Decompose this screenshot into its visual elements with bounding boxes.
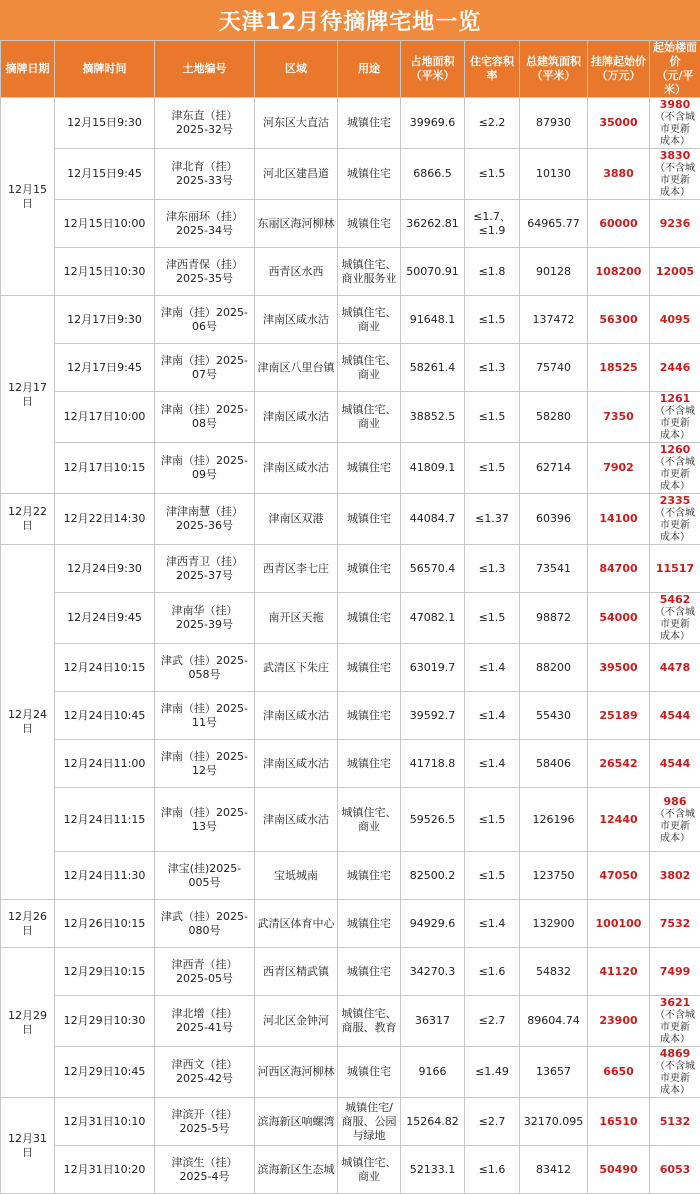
cell-land-area: 82500.2: [401, 852, 465, 900]
cell-time: 12月15日9:30: [55, 98, 155, 149]
unit-price-value: 4095: [660, 313, 691, 326]
cell-time: 12月24日11:30: [55, 852, 155, 900]
cell-land-area: 6866.5: [401, 149, 465, 200]
cell-start-price: 47050: [588, 852, 650, 900]
header-land-area: 占地面积 （平米）: [401, 41, 465, 98]
cell-land-code: 津宝(挂)2025- 005号: [155, 852, 255, 900]
cell-start-price: 108200: [588, 248, 650, 296]
cell-start-price: 23900: [588, 996, 650, 1047]
cell-land-code: 津津南慧（挂） 2025-36号: [155, 494, 255, 545]
cell-district: 滨海新区生态城: [255, 1146, 338, 1194]
cell-unit-price: [650, 1098, 700, 1146]
cell-far: ≤1.8: [465, 248, 520, 296]
table-row: [1, 996, 700, 1047]
cell-use: 城镇住宅、 商业: [338, 1146, 401, 1194]
cell-district: 武清区体育中心: [255, 900, 338, 948]
cell-far: ≤1.5: [465, 149, 520, 200]
table-row: [1, 740, 700, 788]
cell-land-area: 52133.1: [401, 1146, 465, 1194]
cell-land-code: 津西青（挂） 2025-05号: [155, 948, 255, 996]
table-row: [1, 443, 700, 494]
cell-land-code: 津东直（挂） 2025-32号: [155, 98, 255, 149]
header-use: 用途: [338, 41, 401, 98]
cell-land-area: 50070.91: [401, 248, 465, 296]
cell-land-code: 津南（挂）2025- 08号: [155, 392, 255, 443]
cell-land-code: 津南（挂）2025- 11号: [155, 692, 255, 740]
unit-price-value: 7499: [660, 965, 691, 978]
cell-gfa: 137472: [520, 296, 588, 344]
cell-use: 城镇住宅: [338, 740, 401, 788]
cell-gfa: 88200: [520, 644, 588, 692]
cell-land-area: 15264.82: [401, 1098, 465, 1146]
table-row: [1, 593, 700, 644]
cell-use: 城镇住宅: [338, 200, 401, 248]
cell-far: ≤2.2: [465, 98, 520, 149]
cell-start-price: 14100: [588, 494, 650, 545]
cell-gfa: 54832: [520, 948, 588, 996]
table-row: [1, 98, 700, 149]
cell-far: ≤1.5: [465, 852, 520, 900]
unit-price-note: （不含城市更新 成本）: [652, 1061, 698, 1097]
cell-time: 12月17日10:15: [55, 443, 155, 494]
cell-use: 城镇住宅: [338, 1047, 401, 1098]
cell-gfa: 87930: [520, 98, 588, 149]
cell-gfa: 55430: [520, 692, 588, 740]
cell-date: 12月15日: [1, 98, 55, 296]
cell-far: ≤1.3: [465, 344, 520, 392]
cell-start-price: 7902: [588, 443, 650, 494]
header-price: 挂牌起始价 （万元）: [588, 41, 650, 98]
cell-unit-price: [650, 344, 700, 392]
cell-unit-price: [650, 852, 700, 900]
cell-time: 12月24日9:45: [55, 593, 155, 644]
unit-price-value: 3980: [660, 98, 691, 111]
table-row: [1, 344, 700, 392]
cell-land-area: 47082.1: [401, 593, 465, 644]
table-row: [1, 788, 700, 852]
cell-gfa: 89604.74: [520, 996, 588, 1047]
unit-price-note: （不含城市更新 成本）: [652, 1010, 698, 1046]
cell-unit-price: [650, 200, 700, 248]
table-row: [1, 545, 700, 593]
cell-start-price: 35000: [588, 98, 650, 149]
cell-land-code: 津武（挂）2025- 080号: [155, 900, 255, 948]
cell-time: 12月24日9:30: [55, 545, 155, 593]
table-row: [1, 692, 700, 740]
cell-far: ≤1.7、 ≤1.9: [465, 200, 520, 248]
cell-gfa: 10130: [520, 149, 588, 200]
cell-land-code: 津武（挂）2025- 058号: [155, 644, 255, 692]
cell-unit-price: [650, 98, 700, 149]
cell-district: 津南区咸水沽: [255, 392, 338, 443]
cell-time: 12月29日10:30: [55, 996, 155, 1047]
cell-time: 12月29日10:45: [55, 1047, 155, 1098]
header-time: 摘牌时间: [55, 41, 155, 98]
cell-start-price: 50490: [588, 1146, 650, 1194]
cell-unit-price: [650, 740, 700, 788]
cell-unit-price: [650, 948, 700, 996]
cell-use: 城镇住宅: [338, 593, 401, 644]
cell-land-area: 39969.6: [401, 98, 465, 149]
table-row: [1, 392, 700, 443]
cell-district: 河西区海河柳林: [255, 1047, 338, 1098]
cell-start-price: 54000: [588, 593, 650, 644]
cell-gfa: 98872: [520, 593, 588, 644]
cell-gfa: 90128: [520, 248, 588, 296]
cell-unit-price: [650, 149, 700, 200]
cell-land-area: 94929.6: [401, 900, 465, 948]
cell-use: 城镇住宅、 商业服务业: [338, 248, 401, 296]
cell-land-area: 36317: [401, 996, 465, 1047]
cell-gfa: 13657: [520, 1047, 588, 1098]
cell-district: 津南区咸水沽: [255, 692, 338, 740]
cell-land-code: 津西文（挂） 2025-42号: [155, 1047, 255, 1098]
cell-start-price: 100100: [588, 900, 650, 948]
cell-far: ≤1.5: [465, 593, 520, 644]
table-row: [1, 852, 700, 900]
cell-gfa: 132900: [520, 900, 588, 948]
cell-far: ≤1.5: [465, 788, 520, 852]
cell-district: 西青区精武镇: [255, 948, 338, 996]
unit-price-note: （不含城市更新 成本）: [652, 457, 698, 493]
cell-start-price: 56300: [588, 296, 650, 344]
cell-land-code: 津南（挂）2025- 09号: [155, 443, 255, 494]
table-row: [1, 948, 700, 996]
cell-gfa: 126196: [520, 788, 588, 852]
cell-district: 西青区李七庄: [255, 545, 338, 593]
cell-use: 城镇住宅: [338, 545, 401, 593]
cell-start-price: 12440: [588, 788, 650, 852]
cell-unit-price: [650, 392, 700, 443]
cell-time: 12月31日10:10: [55, 1098, 155, 1146]
cell-unit-price: [650, 788, 700, 852]
cell-use: 城镇住宅: [338, 443, 401, 494]
cell-land-code: 津北育（挂） 2025-33号: [155, 149, 255, 200]
unit-price-value: 4478: [660, 661, 691, 674]
cell-date: 12月22日: [1, 494, 55, 545]
cell-land-code: 津滨开（挂） 2025-5号: [155, 1098, 255, 1146]
unit-price-value: 4544: [660, 757, 691, 770]
header-code: 土地编号: [155, 41, 255, 98]
cell-date: 12月26日: [1, 900, 55, 948]
cell-unit-price: [650, 1047, 700, 1098]
cell-land-code: 津北增（挂） 2025-41号: [155, 996, 255, 1047]
cell-land-area: 56570.4: [401, 545, 465, 593]
cell-unit-price: [650, 593, 700, 644]
table-row: [1, 149, 700, 200]
unit-price-note: （不含城市更新 成本）: [652, 406, 698, 442]
cell-land-code: 津滨生（挂） 2025-4号: [155, 1146, 255, 1194]
unit-price-note: （不含城市更新 成本）: [652, 508, 698, 544]
unit-price-value: 1260: [660, 443, 691, 456]
unit-price-note: （不含城市更新 成本）: [652, 809, 698, 845]
cell-time: 12月17日9:30: [55, 296, 155, 344]
cell-land-area: 39592.7: [401, 692, 465, 740]
cell-land-code: 津南（挂）2025- 12号: [155, 740, 255, 788]
cell-land-area: 38852.5: [401, 392, 465, 443]
cell-land-code: 津东丽环（挂） 2025-34号: [155, 200, 255, 248]
cell-date: 12月17日: [1, 296, 55, 494]
cell-land-area: 41809.1: [401, 443, 465, 494]
cell-far: ≤1.4: [465, 692, 520, 740]
header-area: 区域: [255, 41, 338, 98]
table-row: [1, 1047, 700, 1098]
cell-gfa: 73541: [520, 545, 588, 593]
cell-time: 12月17日9:45: [55, 344, 155, 392]
cell-district: 河北区金钟河: [255, 996, 338, 1047]
unit-price-value: 3830: [660, 149, 691, 162]
cell-far: ≤2.7: [465, 1098, 520, 1146]
cell-start-price: 60000: [588, 200, 650, 248]
unit-price-value: 5462: [660, 593, 691, 606]
unit-price-value: 2335: [660, 494, 691, 507]
cell-time: 12月26日10:15: [55, 900, 155, 948]
cell-land-area: 44084.7: [401, 494, 465, 545]
cell-land-code: 津西青卫（挂） 2025-37号: [155, 545, 255, 593]
cell-date: 12月29日: [1, 948, 55, 1098]
cell-time: 12月15日9:45: [55, 149, 155, 200]
cell-district: 河东区大直沽: [255, 98, 338, 149]
cell-district: 津南区八里台镇: [255, 344, 338, 392]
table-row: [1, 248, 700, 296]
cell-gfa: 58280: [520, 392, 588, 443]
cell-start-price: 7350: [588, 392, 650, 443]
cell-start-price: 6650: [588, 1047, 650, 1098]
cell-time: 12月15日10:00: [55, 200, 155, 248]
header-unit-price: 起始楼面价 （元/平米）: [650, 41, 700, 98]
unit-price-value: 11517: [656, 562, 694, 575]
cell-land-area: 34270.3: [401, 948, 465, 996]
cell-land-area: 63019.7: [401, 644, 465, 692]
cell-start-price: 41120: [588, 948, 650, 996]
cell-time: 12月22日14:30: [55, 494, 155, 545]
cell-far: ≤1.3: [465, 545, 520, 593]
cell-use: 城镇住宅、 商服、教育: [338, 996, 401, 1047]
cell-use: 城镇住宅: [338, 852, 401, 900]
cell-land-code: 津南（挂）2025- 06号: [155, 296, 255, 344]
cell-far: ≤1.6: [465, 1146, 520, 1194]
header-date: 摘牌日期: [1, 41, 55, 98]
cell-district: 武清区下朱庄: [255, 644, 338, 692]
cell-start-price: 39500: [588, 644, 650, 692]
unit-price-value: 12005: [656, 265, 694, 278]
unit-price-value: 7532: [660, 917, 691, 930]
cell-use: 城镇住宅: [338, 149, 401, 200]
cell-unit-price: [650, 644, 700, 692]
cell-start-price: 3880: [588, 149, 650, 200]
table-header-row: [1, 41, 700, 98]
cell-use: 城镇住宅: [338, 644, 401, 692]
cell-date: 12月31日: [1, 1098, 55, 1194]
unit-price-value: 4544: [660, 709, 691, 722]
cell-use: 城镇住宅、 商业: [338, 344, 401, 392]
cell-unit-price: [650, 1146, 700, 1194]
cell-land-area: 59526.5: [401, 788, 465, 852]
table-row: [1, 644, 700, 692]
header-gfa: 总建筑面积 （平米）: [520, 41, 588, 98]
cell-start-price: 25189: [588, 692, 650, 740]
cell-time: 12月31日10:20: [55, 1146, 155, 1194]
cell-start-price: 26542: [588, 740, 650, 788]
unit-price-value: 3802: [660, 869, 691, 882]
cell-unit-price: [650, 494, 700, 545]
cell-unit-price: [650, 996, 700, 1047]
unit-price-value: 4869: [660, 1047, 691, 1060]
cell-district: 滨海新区响螺湾: [255, 1098, 338, 1146]
cell-far: ≤1.37: [465, 494, 520, 545]
cell-district: 津南区咸水沽: [255, 296, 338, 344]
cell-use: 城镇住宅/ 商服、公园 与绿地: [338, 1098, 401, 1146]
unit-price-value: 6053: [660, 1163, 691, 1176]
cell-far: ≤1.49: [465, 1047, 520, 1098]
cell-far: ≤1.4: [465, 900, 520, 948]
header-far: 住宅容积 率: [465, 41, 520, 98]
cell-far: ≤2.7: [465, 996, 520, 1047]
cell-gfa: 83412: [520, 1146, 588, 1194]
unit-price-note: （不含城市更新 成本）: [652, 112, 698, 148]
cell-unit-price: [650, 545, 700, 593]
cell-land-area: 91648.1: [401, 296, 465, 344]
cell-use: 城镇住宅: [338, 692, 401, 740]
cell-gfa: 62714: [520, 443, 588, 494]
cell-land-area: 36262.81: [401, 200, 465, 248]
cell-far: ≤1.4: [465, 740, 520, 788]
cell-date: 12月24日: [1, 545, 55, 900]
cell-gfa: 64965.77: [520, 200, 588, 248]
cell-land-area: 9166: [401, 1047, 465, 1098]
cell-use: 城镇住宅、 商业: [338, 788, 401, 852]
cell-gfa: 75740: [520, 344, 588, 392]
land-table: [0, 40, 700, 1194]
cell-far: ≤1.6: [465, 948, 520, 996]
unit-price-value: 9236: [660, 217, 691, 230]
page-title: 天津12月待摘牌宅地一览: [0, 0, 700, 40]
unit-price-value: 986: [664, 795, 687, 808]
cell-district: 宝坻城南: [255, 852, 338, 900]
cell-time: 12月29日10:15: [55, 948, 155, 996]
cell-district: 津南区咸水沽: [255, 788, 338, 852]
cell-unit-price: [650, 900, 700, 948]
cell-unit-price: [650, 296, 700, 344]
cell-time: 12月24日11:15: [55, 788, 155, 852]
cell-land-area: 58261.4: [401, 344, 465, 392]
cell-land-area: 41718.8: [401, 740, 465, 788]
cell-land-code: 津南（挂）2025- 07号: [155, 344, 255, 392]
table-row: [1, 494, 700, 545]
unit-price-note: （不含城市更新 成本）: [652, 163, 698, 199]
cell-start-price: 16510: [588, 1098, 650, 1146]
cell-unit-price: [650, 692, 700, 740]
unit-price-value: 5132: [660, 1115, 691, 1128]
cell-use: 城镇住宅、 商业: [338, 392, 401, 443]
unit-price-value: 3621: [660, 996, 691, 1009]
table-row: [1, 1146, 700, 1194]
cell-unit-price: [650, 443, 700, 494]
cell-use: 城镇住宅: [338, 948, 401, 996]
cell-district: 津南区咸水沽: [255, 740, 338, 788]
cell-district: 河北区建昌道: [255, 149, 338, 200]
table-row: [1, 200, 700, 248]
cell-time: 12月15日10:30: [55, 248, 155, 296]
table-row: [1, 1098, 700, 1146]
unit-price-value: 1261: [660, 392, 691, 405]
cell-land-code: 津西青保（挂） 2025-35号: [155, 248, 255, 296]
cell-unit-price: [650, 248, 700, 296]
table-body: [1, 98, 700, 1194]
cell-gfa: 123750: [520, 852, 588, 900]
cell-far: ≤1.5: [465, 296, 520, 344]
cell-gfa: 60396: [520, 494, 588, 545]
cell-gfa: 32170.095: [520, 1098, 588, 1146]
cell-far: ≤1.4: [465, 644, 520, 692]
cell-use: 城镇住宅、 商业: [338, 296, 401, 344]
cell-district: 南开区天拖: [255, 593, 338, 644]
cell-start-price: 18525: [588, 344, 650, 392]
cell-district: 津南区双港: [255, 494, 338, 545]
cell-far: ≤1.5: [465, 392, 520, 443]
unit-price-note: （不含城市更新 成本）: [652, 607, 698, 643]
cell-district: 东丽区海河柳林: [255, 200, 338, 248]
cell-district: 西青区水西: [255, 248, 338, 296]
cell-time: 12月24日11:00: [55, 740, 155, 788]
cell-use: 城镇住宅: [338, 900, 401, 948]
cell-time: 12月17日10:00: [55, 392, 155, 443]
cell-use: 城镇住宅: [338, 494, 401, 545]
cell-use: 城镇住宅: [338, 98, 401, 149]
cell-land-code: 津南华（挂） 2025-39号: [155, 593, 255, 644]
cell-far: ≤1.5: [465, 443, 520, 494]
table-row: [1, 900, 700, 948]
cell-district: 津南区咸水沽: [255, 443, 338, 494]
cell-land-code: 津南（挂）2025- 13号: [155, 788, 255, 852]
cell-time: 12月24日10:45: [55, 692, 155, 740]
cell-gfa: 58406: [520, 740, 588, 788]
cell-start-price: 84700: [588, 545, 650, 593]
table-row: [1, 296, 700, 344]
cell-time: 12月24日10:15: [55, 644, 155, 692]
unit-price-value: 2446: [660, 361, 691, 374]
